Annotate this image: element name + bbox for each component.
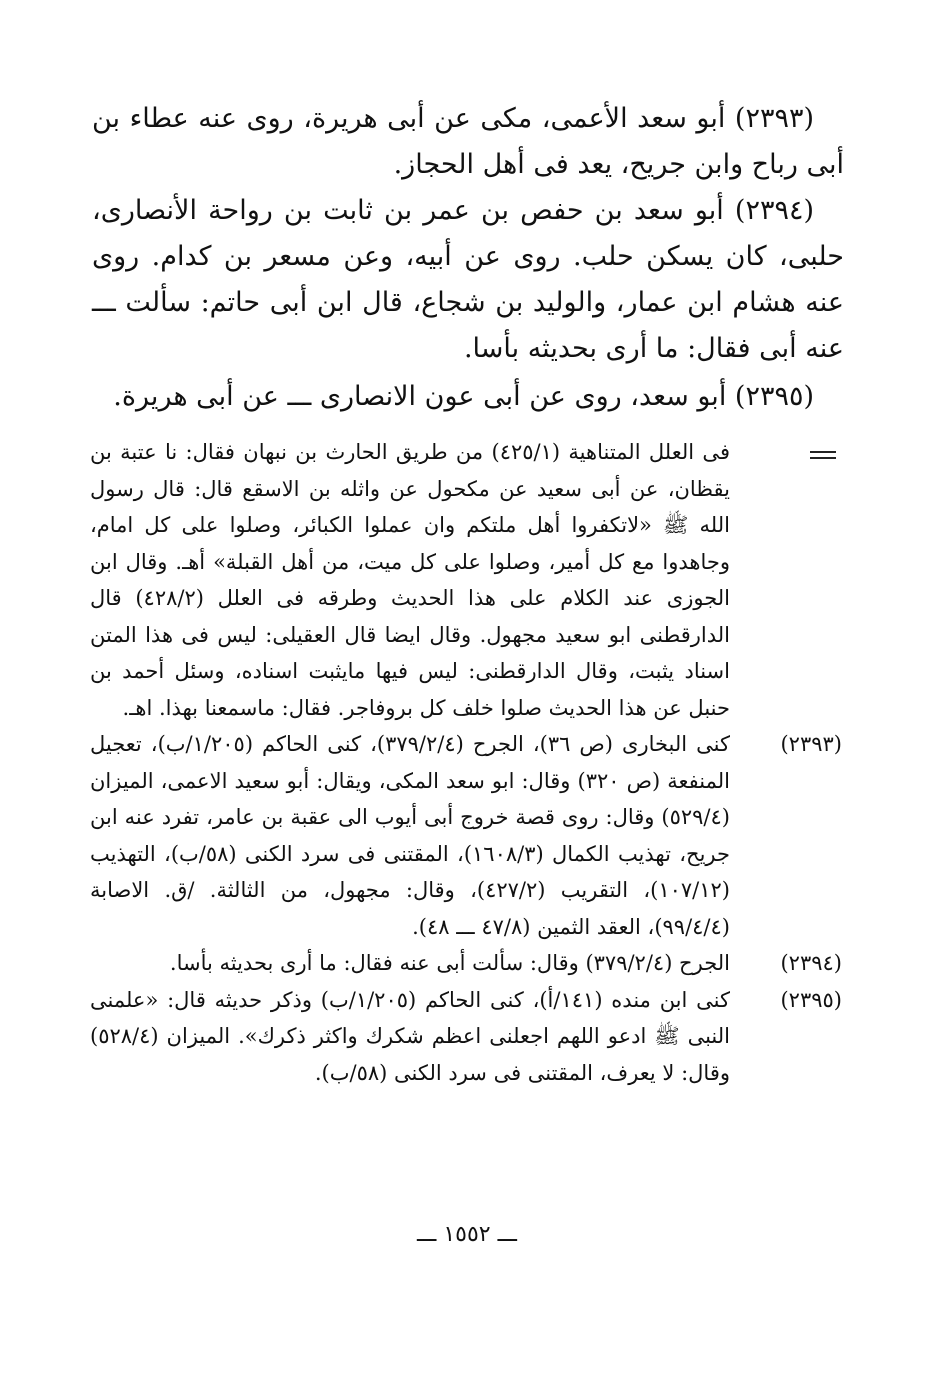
entry-2394: (٢٣٩٤) أبو سعد بن حفص بن عمر بن ثابت بن رواحة الأنصارى، حلبى، كان يسكن حلب. روى عن أبيه، وعن مسعر بن كدام. روى عنه هشام ابن عمار، والوليد بن شجاع، قال ابن أبى حاتم: سألت ـــ عنه أبى فقال: ما أرى بحديثه بأسا.	[92, 195, 844, 364]
footnote-text: الجرح (٣٧٩/٢/٤) وقال: سألت أبى عنه فقال: ما أرى بحديثه بأسا.	[169, 951, 730, 975]
footnote-label: (٢٣٩٣)	[780, 732, 842, 756]
footnote-continuation-text: فى العلل المتناهية (٤٢٥/١) من طريق الحارث بن نبهان فقال: نا عتبة بن يقظان، عن أبى سعيد عن مكحول عن واثله بن الاسقع قال: قال رسول الله ﷺ «لاتكفروا أهل ملتكم وان عملوا الكبائر، وصلوا على كل امام، وجاهدوا مع كل أمير، وصلوا على كل ميت، من أهل القبلة» أهـ. وقال ابن الجوزى عند الكلام على هذا الحديث وطرقه فى العلل (٤٢٨/٢) قال الدارقطنى ابو سعيد مجهول. وقال ايضا قال العقيلى: ليس فى هذا المتن اسناد يثبت، وقال الدارقطنى: ليس فيها مايثبت اسناده، وسئل أحمد بن حنبل عن هذا الحديث صلوا خلف كل بروفاجر. فقال: ماسمعنا بهذا. اهـ.	[90, 440, 730, 720]
footnotes-block	[90, 434, 842, 1091]
footnote-continuation	[90, 434, 842, 726]
entry-2395: (٢٣٩٥) أبو سعد، روى عن أبى عون الانصارى ـــ عن أبى هريرة.	[113, 381, 814, 412]
footnote-text: كنى البخارى (ص ٣٦)، الجرح (٣٧٩/٢/٤)، كنى الحاكم (١/٢٠٥/ب)، تعجيل المنفعة (ص ٣٢٠) وقال: ابو سعد المكى، ويقال: أبو سعيد الاعمى، الميزان (٥٢٩/٤) وقال: روى قصة خروج أبى أيوب الى عقبة بن عامر، تفرد عنه ابن جريح، تهذيب الكمال (١٦٠٨/٣)، المقتنى فى سرد الكنى (٥٨/ب)، التهذيب (١٠٧/١٢)، التقريب (٤٢٧/٢)، وقال: مجهول، من الثالثة. /ق. الاصابة (٩٩/٤/٤)، العقد الثمين (٤٧/٨ ـــ ٤٨).	[90, 732, 731, 939]
footnote-label: (٢٣٩٤)	[780, 951, 842, 975]
footnote-2393	[90, 726, 842, 945]
footnote-text: كنى ابن منده (١٤١/أ)، كنى الحاكم (١/٢٠٥/ب) وذكر حديثه قال: «علمنى النبى ﷺ ادعو اللهم اجعلنى اعظم شكرك واكثر ذكرك». الميزان (٥٢٨/٤) وقال: لا يعرف، المقتنى فى سرد الكنى (٥٨/ب).	[90, 987, 730, 1085]
footnote-label: (٢٣٩٥)	[780, 987, 842, 1012]
page-number: ـــ ١٥٥٢ ـــ	[417, 1222, 517, 1247]
double-line-icon	[810, 451, 836, 459]
footnote-2395	[90, 982, 842, 1092]
entry-2393: (٢٣٩٣) أبو سعد الأعمى، مكى عن أبى هريرة، روى عنه عطاء بن أبى رباح وابن جريح، يعد فى أهل الحجاز.	[92, 103, 844, 180]
footnote-2394	[90, 945, 842, 982]
main-text-block	[92, 96, 844, 420]
continuation-marker	[730, 434, 842, 459]
